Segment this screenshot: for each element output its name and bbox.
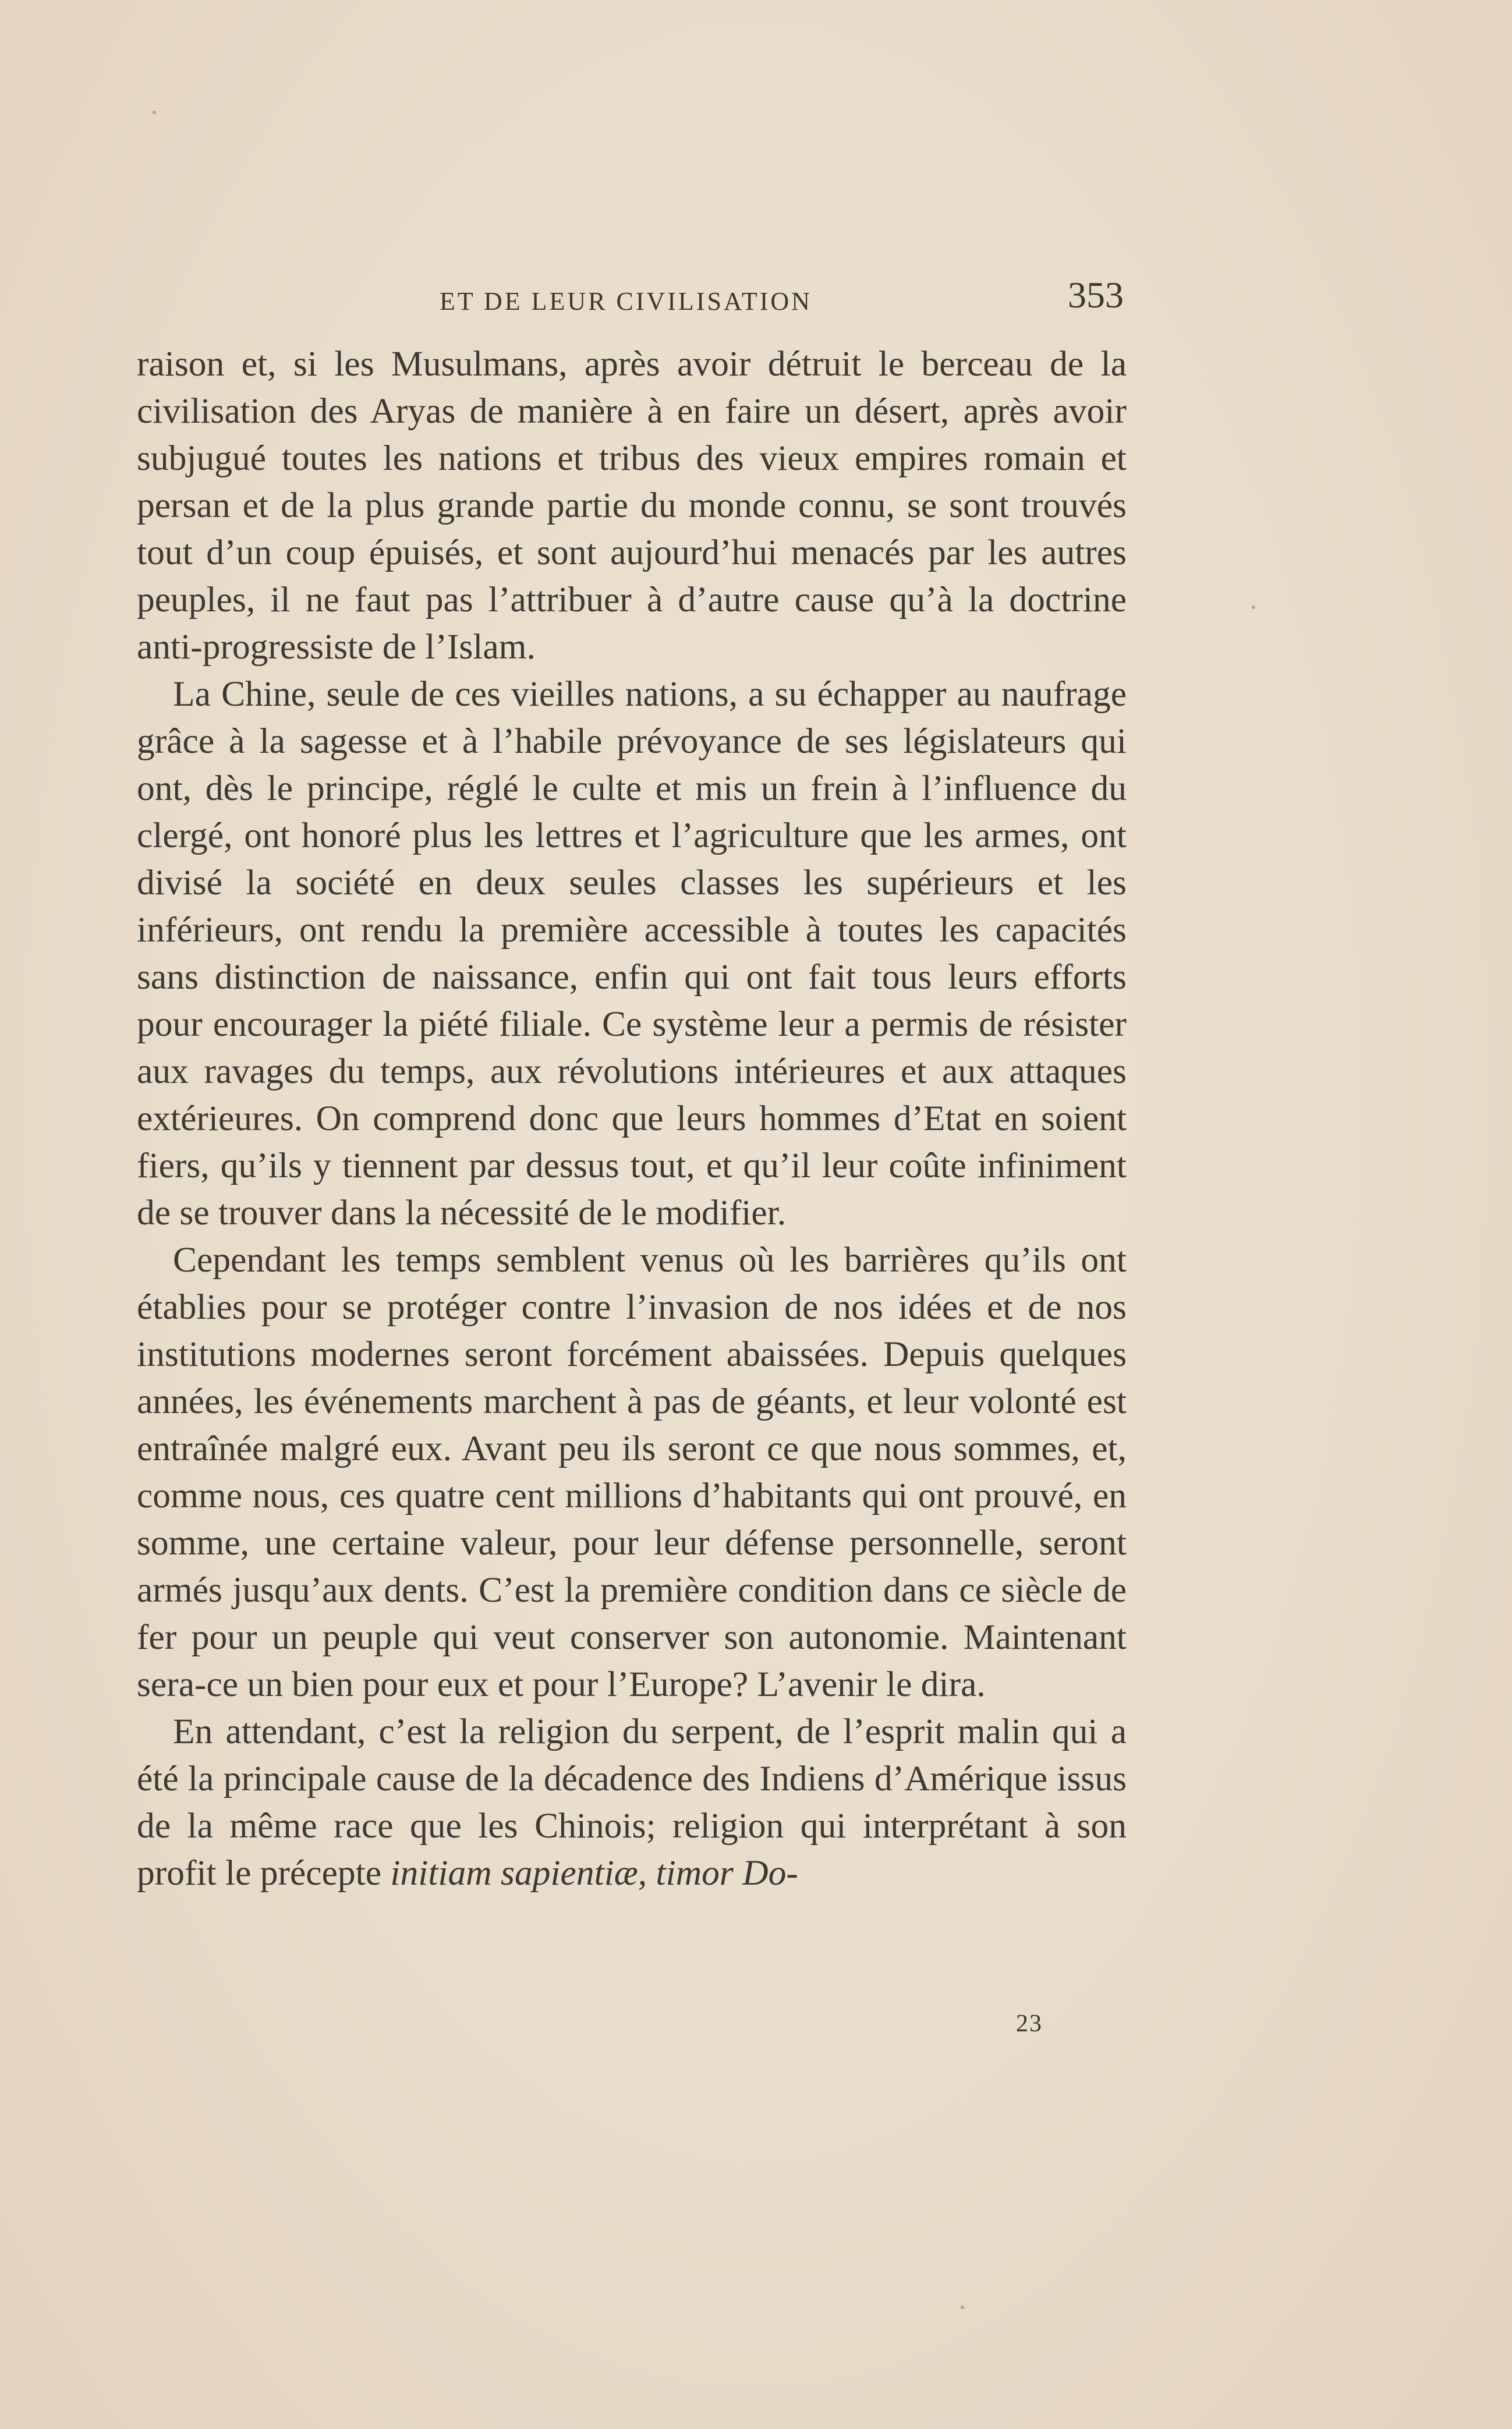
paragraph-4-text: En attendant, c’est la religion du serpent, de l’esprit malin qui a été la principale cause de la décadence des Indiens d’Amérique issus de la même race que les Chinois; religion qui interprétant à son profit le précepte bbox=[137, 1712, 1127, 1893]
page-number: 353 bbox=[1068, 274, 1124, 316]
paragraph-2: La Chine, seule de ces vieilles nations, a su échapper au naufrage grâce à la sagesse et à l’habile prévoyance de ses législateurs qui ont, dès le principe, réglé le culte et mis un frein à l’influence du clergé, ont honoré plus les lettres et l’agriculture que les armes, ont divisé la société en deux seules classes les supérieurs et les inférieurs, ont rendu la première accessible à toutes les capacités sans distinction de naissance, enfin qui ont fait tous leurs efforts pour encourager la piété filiale. Ce système leur a permis de résister aux ravages du temps, aux révolutions intérieures et aux attaques extérieures. On comprend donc que leurs hommes d’Etat en soient fiers, qu’ils y tiennent par dessus tout, et qu’il leur coûte infiniment de se trouver dans la nécessité de le modifier. bbox=[137, 674, 1127, 1233]
running-title: ET DE LEUR CIVILISATION bbox=[440, 287, 812, 316]
signature-mark: 23 bbox=[1016, 2010, 1043, 2037]
paper-speck bbox=[153, 111, 156, 114]
latin-quote: initiam sapientiæ, timor Do- bbox=[390, 1853, 798, 1893]
paper-speck bbox=[961, 2306, 964, 2309]
paper-speck bbox=[1252, 606, 1255, 609]
paragraph-4 bbox=[137, 1708, 1127, 1897]
body-text bbox=[137, 341, 1127, 1897]
paragraph-3: Cependant les temps semblent venus où les barrières qu’ils ont établies pour se protéger contre l’invasion de nos idées et de nos institutions modernes seront forcément abaissées. Depuis quelques années, les événements marchent à pas de géants, et leur volonté est entraînée malgré eux. Avant peu ils seront ce que nous sommes, et, comme nous, ces quatre cent millions d’habitants qui ont prouvé, en somme, une certaine valeur, pour leur défense personnelle, seront armés jusqu’aux dents. C’est la première condition dans ce siècle de fer pour un peuple qui veut conserver son autonomie. Maintenant sera-ce un bien pour eux et pour l’Europe? L’avenir le dira. bbox=[137, 1240, 1127, 1704]
running-head bbox=[137, 274, 1124, 326]
paragraph-1: raison et, si les Musulmans, après avoir détruit le berceau de la civilisation des Aryas de manière à en faire un désert, après avoir subjugué toutes les nations et tribus des vieux empires romain et persan et de la plus grande partie du monde connu, se sont trouvés tout d’un coup épuisés, et sont aujourd’hui menacés par les autres peuples, il ne faut pas l’attribuer à d’autre cause qu’à la doctrine anti-progressiste de l’Islam. bbox=[137, 344, 1127, 667]
